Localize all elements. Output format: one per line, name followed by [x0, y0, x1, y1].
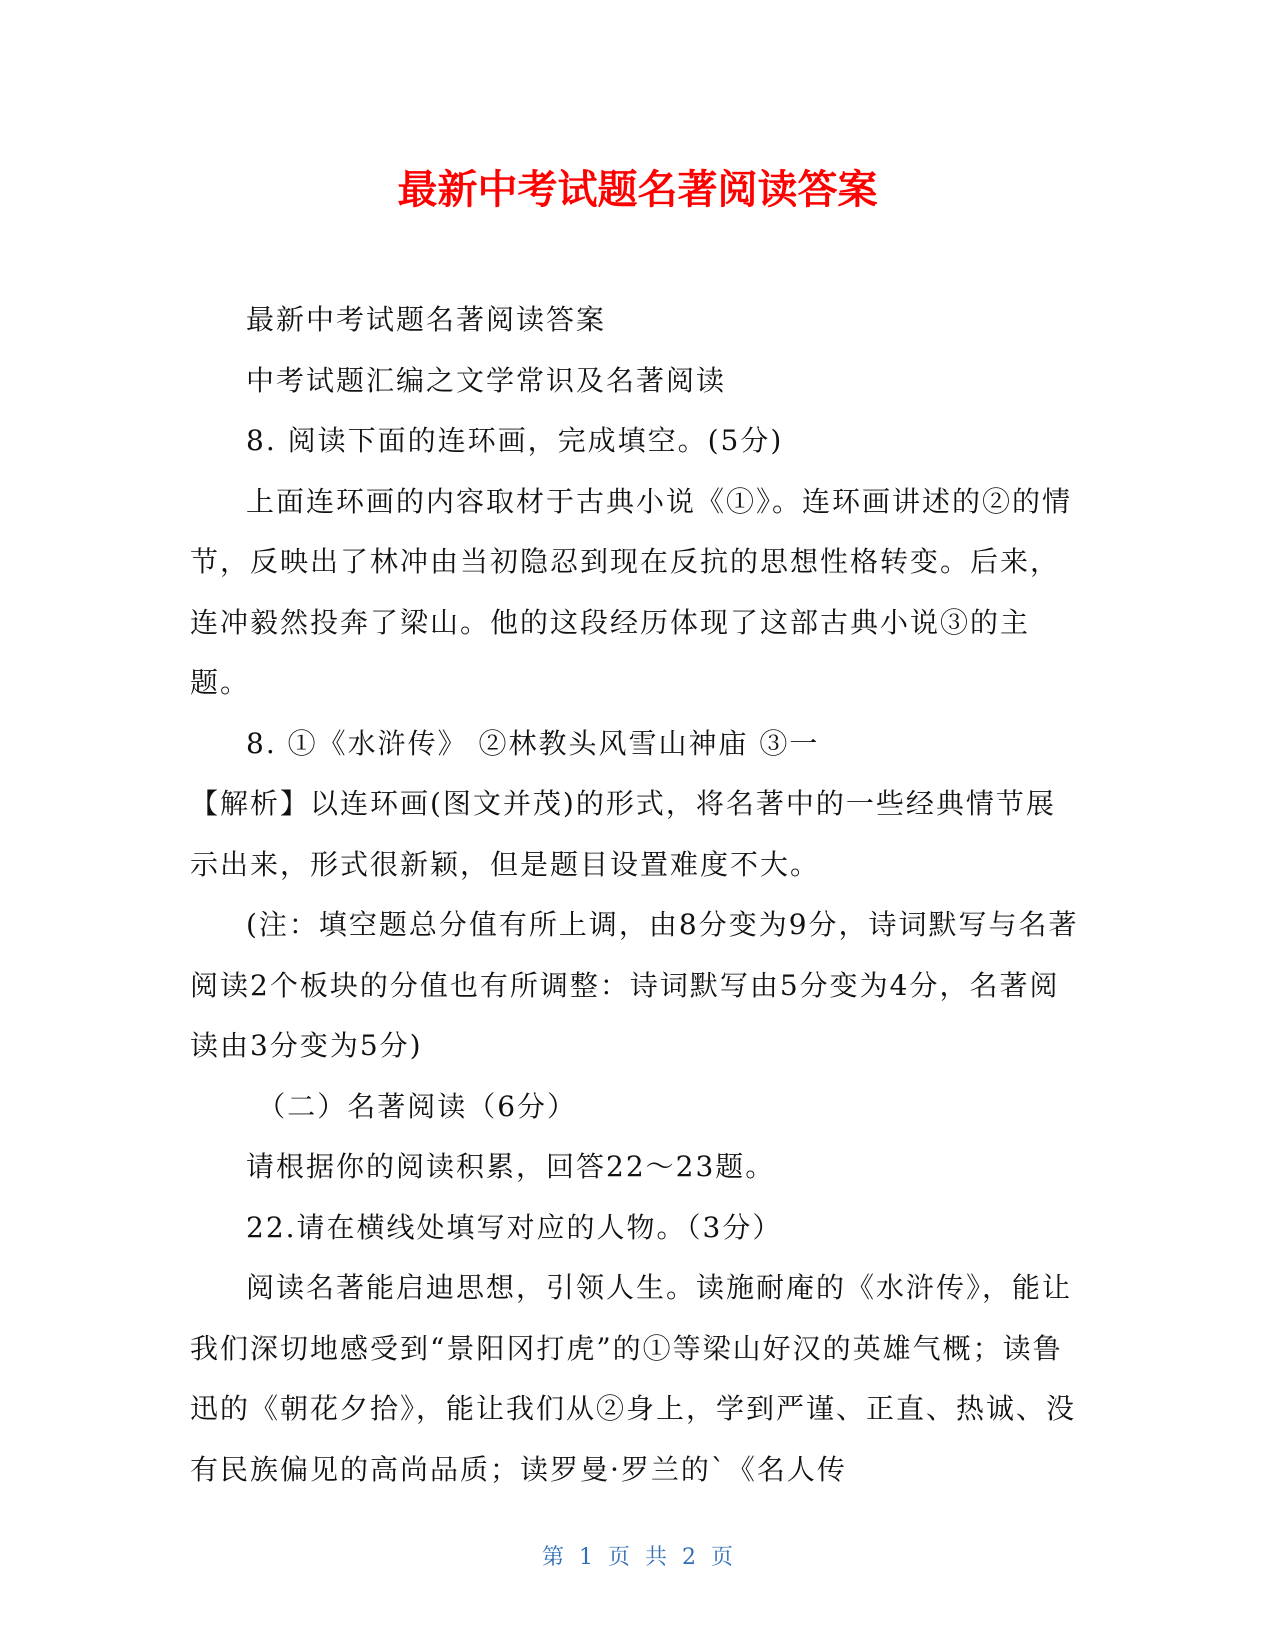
- paragraph-question-8: 8. 阅读下面的连环画，完成填空。(5分): [246, 424, 784, 457]
- paragraph-part-two-heading: （二）名著阅读（6分）: [257, 1089, 578, 1123]
- paragraph-answer-8: 8. ①《水浒传》 ②林教头风雪山神庙 ③一: [246, 726, 820, 760]
- paragraph-comic-description: 上面连环画的内容取材于古典小说《①》。连环画讲述的②的情节，反映出了林冲由当初隐忍到现在反抗的思想性格转变。后来，连冲毅然投奔了梁山。他的这段经历体现了这部古典小说③的主题。: [190, 484, 1073, 699]
- paragraph-subtitle: 最新中考试题名著阅读答案: [246, 303, 607, 336]
- paragraph-question-22: 22.请在横线处填写对应的人物。（3分）: [246, 1210, 783, 1244]
- paragraph-note: (注：填空题总分值有所上调，由8分变为9分，诗词默写与名著阅读2个板块的分值也有所调整：诗词默写由5分变为4分，名著阅读由3分变为5分): [190, 908, 1079, 1062]
- paragraph-reading-passage: 阅读名著能启迪思想，引领人生。读施耐庵的《水浒传》，能让我们深切地感受到“景阳冈打虎”的①等梁山好汉的英雄气概；读鲁迅的《朝花夕拾》，能让我们从②身上，学到严谨、正直、热诚、没有民族偏见的高尚品质；读罗曼·罗兰的`《名人传: [190, 1271, 1077, 1486]
- document-title: 最新中考试题名著阅读答案: [397, 167, 878, 213]
- paragraph-instruction: 请根据你的阅读积累，回答22～23题。: [246, 1150, 776, 1183]
- paragraph-analysis: 【解析】以连环画(图文并茂)的形式，将名著中的一些经典情节展示出来，形式很新颖，但是题目设置难度不大。: [190, 787, 1056, 881]
- document-body: [190, 290, 1080, 1500]
- paragraph-section-heading: 中考试题汇编之文学常识及名著阅读: [246, 363, 727, 397]
- page-number-footer: 第 1 页 共 2 页: [542, 1545, 733, 1570]
